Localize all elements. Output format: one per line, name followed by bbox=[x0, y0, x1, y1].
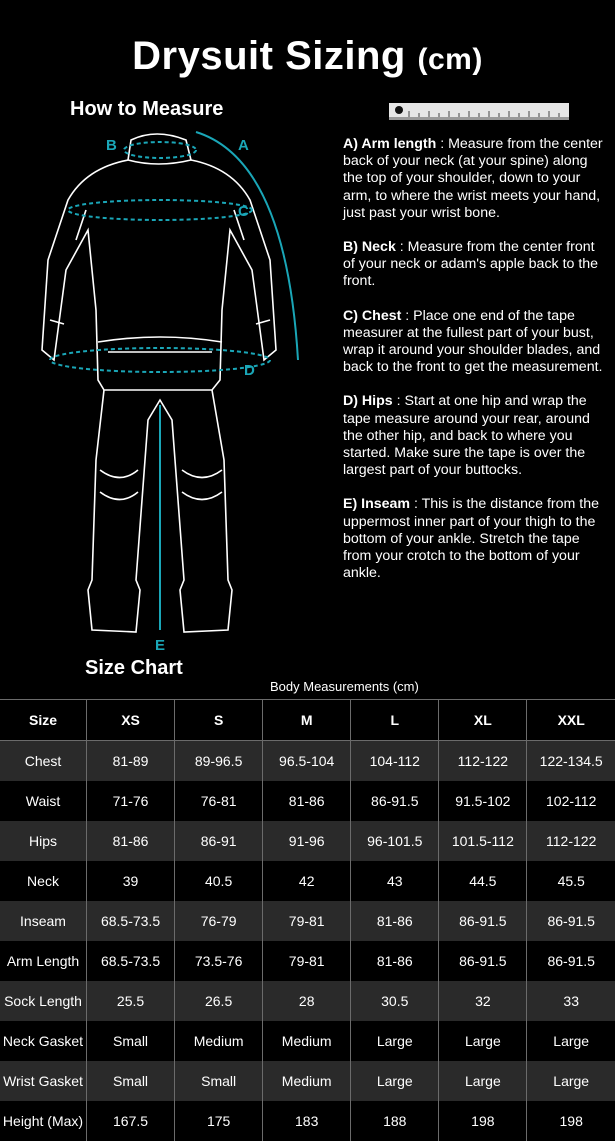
table-cell: 81-86 bbox=[87, 821, 175, 861]
table-cell: 33 bbox=[527, 981, 615, 1021]
table-cell: 76-79 bbox=[175, 901, 263, 941]
instruction-chest: C) Chest : Place one end of the tape measurer at the fullest part of your bust, wrap it around your shoulder blades, and back to the front to get the measurement. bbox=[343, 307, 603, 376]
size-table bbox=[0, 699, 615, 1141]
table-cell: Large bbox=[439, 1061, 527, 1101]
table-row bbox=[0, 941, 615, 981]
table-cell: 86-91.5 bbox=[351, 781, 439, 821]
table-cell: 188 bbox=[351, 1101, 439, 1141]
table-cell: 112-122 bbox=[439, 741, 527, 782]
table-cell: 81-86 bbox=[351, 941, 439, 981]
table-cell: 198 bbox=[439, 1101, 527, 1141]
table-row bbox=[0, 1061, 615, 1101]
table-cell: Neck Gasket bbox=[0, 1021, 87, 1061]
table-cell: Sock Length bbox=[0, 981, 87, 1021]
table-cell: 104-112 bbox=[351, 741, 439, 782]
table-cell: 43 bbox=[351, 861, 439, 901]
table-cell: 26.5 bbox=[175, 981, 263, 1021]
header-cell: XL bbox=[439, 700, 527, 741]
instruction-hips: D) Hips : Start at one hip and wrap the tape measure around your rear, around the other hip, and back to where you started. Make sure the tape is over the largest part of your buttocks. bbox=[343, 393, 590, 479]
table-cell: Small bbox=[87, 1061, 175, 1101]
header-cell: S bbox=[175, 700, 263, 741]
table-cell: Large bbox=[439, 1021, 527, 1061]
table-cell: 73.5-76 bbox=[175, 941, 263, 981]
table-cell: Large bbox=[351, 1021, 439, 1061]
instruction-arm-length: A) Arm length : Measure from the center back of your neck (at your spine) along the top of your shoulder, down to your arm, to where the wrist meets your hand, just past your wrist bone. bbox=[343, 136, 603, 221]
table-cell: 122-134.5 bbox=[527, 741, 615, 782]
table-cell: Height (Max) bbox=[0, 1101, 87, 1141]
how-to-measure-heading: How to Measure bbox=[70, 98, 224, 120]
table-cell: 28 bbox=[263, 981, 351, 1021]
table-cell: Large bbox=[351, 1061, 439, 1101]
table-cell: Inseam bbox=[0, 901, 87, 941]
table-cell: 101.5-112 bbox=[439, 821, 527, 861]
table-cell: 76-81 bbox=[175, 781, 263, 821]
label-e: E bbox=[155, 637, 166, 654]
label-b: B bbox=[106, 137, 117, 154]
table-row bbox=[0, 901, 615, 941]
table-cell: 86-91.5 bbox=[439, 941, 527, 981]
table-cell: 79-81 bbox=[263, 941, 351, 981]
table-cell: Medium bbox=[263, 1061, 351, 1101]
table-cell: Waist bbox=[0, 781, 87, 821]
table-cell: Large bbox=[527, 1061, 615, 1101]
header-cell: L bbox=[351, 700, 439, 741]
table-cell: 183 bbox=[263, 1101, 351, 1141]
label-d: D bbox=[244, 362, 255, 379]
table-cell: 25.5 bbox=[87, 981, 175, 1021]
table-cell: 81-86 bbox=[263, 781, 351, 821]
table-cell: 40.5 bbox=[175, 861, 263, 901]
instruction-neck: B) Neck : Measure from the center front of your neck or adam's apple back to the front. bbox=[343, 239, 599, 290]
table-row bbox=[0, 1021, 615, 1061]
label-a: A bbox=[238, 137, 249, 154]
table-cell: Large bbox=[527, 1021, 615, 1061]
table-header-row bbox=[0, 700, 615, 741]
header-cell: XXL bbox=[527, 700, 615, 741]
table-cell: 86-91.5 bbox=[527, 901, 615, 941]
table-cell: Chest bbox=[0, 741, 87, 782]
table-cell: Arm Length bbox=[0, 941, 87, 981]
table-cell: Medium bbox=[175, 1021, 263, 1061]
measure-instructions bbox=[343, 136, 605, 599]
table-cell: 71-76 bbox=[87, 781, 175, 821]
table-cell: 86-91 bbox=[175, 821, 263, 861]
table-cell: 44.5 bbox=[439, 861, 527, 901]
tape-measure-icon bbox=[389, 101, 569, 123]
table-cell: 68.5-73.5 bbox=[87, 941, 175, 981]
instruction-inseam: E) Inseam : This is the distance from the uppermost inner part of your thigh to the bottom of your ankle. Stretch the tape from your crotch to the bottom of your ankle. bbox=[343, 496, 600, 582]
header-cell: Size bbox=[0, 700, 87, 741]
table-cell: 39 bbox=[87, 861, 175, 901]
table-cell: Wrist Gasket bbox=[0, 1061, 87, 1101]
table-row bbox=[0, 821, 615, 861]
size-chart-heading: Size Chart bbox=[85, 657, 183, 679]
table-cell: 96.5-104 bbox=[263, 741, 351, 782]
table-row bbox=[0, 1101, 615, 1141]
table-cell: 91-96 bbox=[263, 821, 351, 861]
table-cell: 102-112 bbox=[527, 781, 615, 821]
header-cell: M bbox=[263, 700, 351, 741]
table-cell: 86-91.5 bbox=[527, 941, 615, 981]
body-measurements-caption: Body Measurements (cm) bbox=[270, 679, 419, 694]
header-cell: XS bbox=[87, 700, 175, 741]
label-c: C bbox=[238, 203, 249, 220]
table-cell: 81-86 bbox=[351, 901, 439, 941]
table-cell: Small bbox=[175, 1061, 263, 1101]
table-row bbox=[0, 981, 615, 1021]
table-cell: 45.5 bbox=[527, 861, 615, 901]
table-cell: 112-122 bbox=[527, 821, 615, 861]
table-cell: Hips bbox=[0, 821, 87, 861]
table-cell: 86-91.5 bbox=[439, 901, 527, 941]
table-cell: 91.5-102 bbox=[439, 781, 527, 821]
table-cell: 96-101.5 bbox=[351, 821, 439, 861]
table-row bbox=[0, 741, 615, 782]
table-cell: 79-81 bbox=[263, 901, 351, 941]
table-row bbox=[0, 861, 615, 901]
table-cell: Medium bbox=[263, 1021, 351, 1061]
table-cell: 198 bbox=[527, 1101, 615, 1141]
table-cell: Neck bbox=[0, 861, 87, 901]
table-cell: 89-96.5 bbox=[175, 741, 263, 782]
table-cell: Small bbox=[87, 1021, 175, 1061]
table-cell: 175 bbox=[175, 1101, 263, 1141]
table-cell: 32 bbox=[439, 981, 527, 1021]
table-cell: 81-89 bbox=[87, 741, 175, 782]
page-title: Drysuit Sizing (cm) bbox=[132, 34, 483, 78]
drysuit-figure bbox=[36, 120, 326, 660]
table-cell: 30.5 bbox=[351, 981, 439, 1021]
table-row bbox=[0, 781, 615, 821]
table-cell: 42 bbox=[263, 861, 351, 901]
table-cell: 68.5-73.5 bbox=[87, 901, 175, 941]
table-cell: 167.5 bbox=[87, 1101, 175, 1141]
